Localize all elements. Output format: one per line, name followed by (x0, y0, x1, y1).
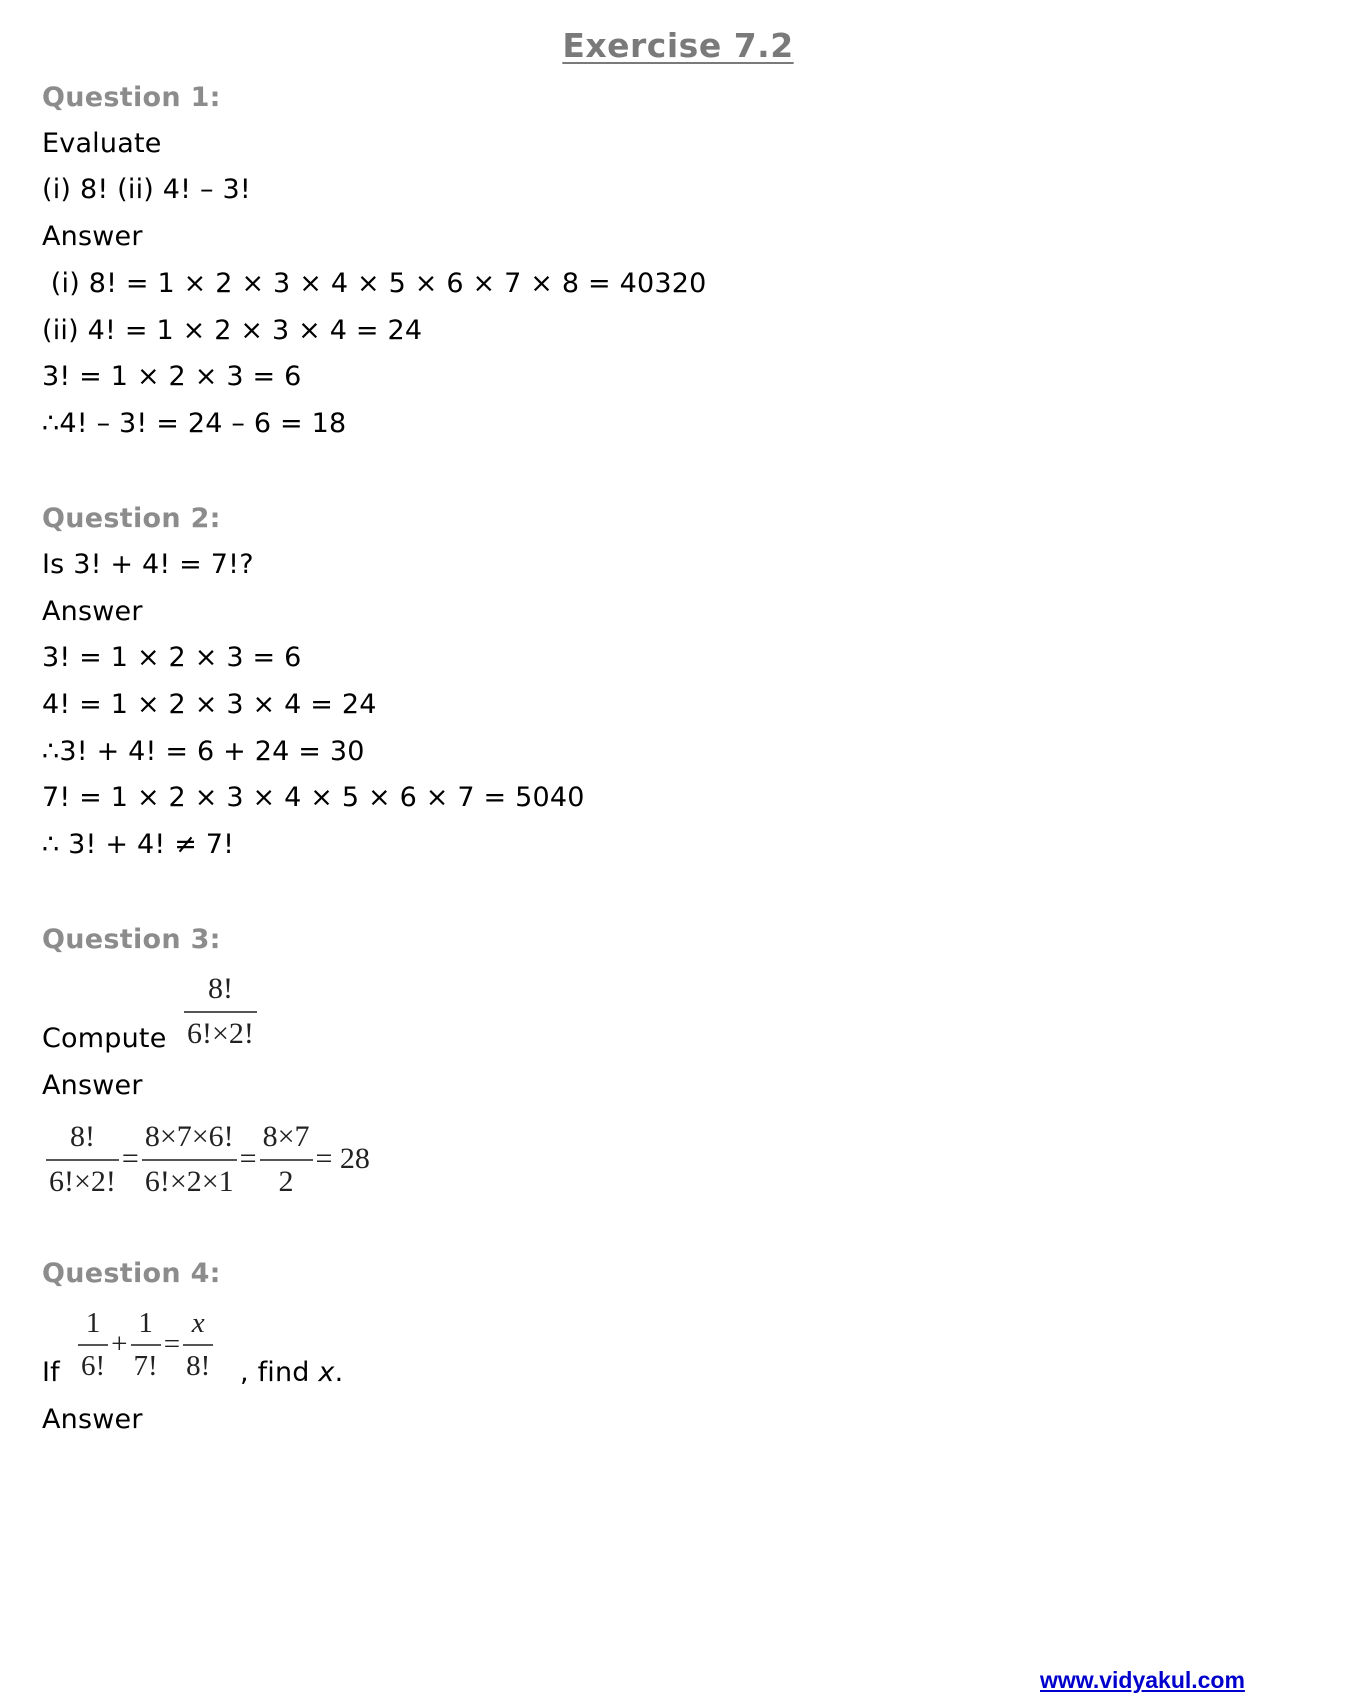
q3-frac-3-bar (260, 1159, 313, 1161)
q3-compute-num: 8! (207, 972, 233, 1005)
q3-frac-1 (46, 1118, 119, 1200)
vidyakul-website-link[interactable]: www.vidyakul.com (1040, 1667, 1245, 1693)
q4-frac-b-den: 7! (133, 1350, 158, 1383)
question-4-heading: Question 4: (42, 1258, 221, 1289)
q4-frac-b-bar (131, 1344, 161, 1346)
q2-line-question: Is 3! + 4! = 7!? (42, 549, 254, 580)
q3-equals-2: = (239, 1142, 257, 1175)
question-1-heading: Question 1: (42, 82, 221, 113)
q3-compute-label: Compute (42, 1023, 167, 1054)
page-title-text: Exercise 7.2 (562, 26, 794, 65)
q4-frac-a (78, 1305, 108, 1385)
q3-solution-equation (46, 1118, 373, 1200)
q4-variable: x (318, 1357, 335, 1388)
page-title (0, 26, 1356, 65)
q2-answer-label: Answer (42, 596, 143, 627)
q3-result: = 28 (315, 1142, 370, 1175)
q2-line-7-factorial: 7! = 1 × 2 × 3 × 4 × 5 × 6 × 7 = 5040 (42, 782, 585, 813)
q4-if-label: If (42, 1357, 60, 1388)
q4-period: . (334, 1357, 344, 1388)
q1-line-parts: (i) 8! (ii) 4! – 3! (42, 174, 251, 205)
q4-answer-label: Answer (42, 1404, 143, 1435)
q4-frac-c-den: 8! (186, 1350, 211, 1383)
q1-line-evaluate: Evaluate (42, 128, 162, 159)
q2-line-3-factorial: 3! = 1 × 2 × 3 = 6 (42, 642, 302, 673)
q3-frac-1-num: 8! (69, 1120, 95, 1153)
q2-line-4-factorial: 4! = 1 × 2 × 3 × 4 = 24 (42, 689, 377, 720)
q2-line-conclusion: ∴ 3! + 4! ≠ 7! (42, 829, 235, 860)
q3-compute-bar (184, 1011, 257, 1013)
q3-frac-2 (142, 1118, 237, 1200)
q3-answer-label: Answer (42, 1070, 143, 1101)
q3-frac-1-bar (46, 1159, 119, 1161)
question-3-heading: Question 3: (42, 924, 221, 955)
q1-line-difference: ∴4! – 3! = 24 – 6 = 18 (42, 408, 347, 439)
q4-frac-a-bar (78, 1344, 108, 1346)
q4-suffix: , find (240, 1357, 319, 1388)
q4-plus: + (111, 1328, 128, 1361)
q3-compute-frac (184, 970, 257, 1052)
q2-line-sum: ∴3! + 4! = 6 + 24 = 30 (42, 736, 365, 767)
q3-frac-3-num: 8×7 (262, 1120, 310, 1153)
question-2-heading: Question 2: (42, 503, 221, 534)
q3-compute-fraction (184, 970, 257, 1052)
q3-frac-2-bar (142, 1159, 237, 1161)
q3-frac-2-den: 6!×2×1 (144, 1164, 234, 1198)
q3-frac-1-den: 6!×2! (49, 1164, 116, 1198)
q4-frac-b-num: 1 (138, 1307, 153, 1339)
q4-frac-a-den: 6! (81, 1350, 106, 1383)
q4-frac-c (183, 1305, 213, 1385)
q1-answer-label: Answer (42, 221, 143, 252)
q4-equation (78, 1305, 213, 1385)
q1-line-8-factorial: (i) 8! = 1 × 2 × 3 × 4 × 5 × 6 × 7 × 8 = 40320 (42, 268, 707, 299)
q3-frac-3-den: 2 (278, 1164, 294, 1198)
q3-frac-2-num: 8×7×6! (144, 1120, 234, 1153)
q4-equals: = (163, 1328, 181, 1361)
q4-frac-a-num: 1 (85, 1307, 101, 1339)
q4-frac-b (131, 1305, 161, 1385)
q4-find-x-text (240, 1357, 343, 1388)
q3-equals-1: = (121, 1142, 139, 1175)
q3-frac-3 (260, 1118, 313, 1200)
q1-line-3-factorial: 3! = 1 × 2 × 3 = 6 (42, 361, 302, 392)
q1-line-4-factorial: (ii) 4! = 1 × 2 × 3 × 4 = 24 (42, 315, 423, 346)
q3-compute-den: 6!×2! (187, 1016, 254, 1050)
q4-frac-c-num: x (191, 1307, 205, 1339)
q4-frac-c-bar (183, 1344, 213, 1346)
